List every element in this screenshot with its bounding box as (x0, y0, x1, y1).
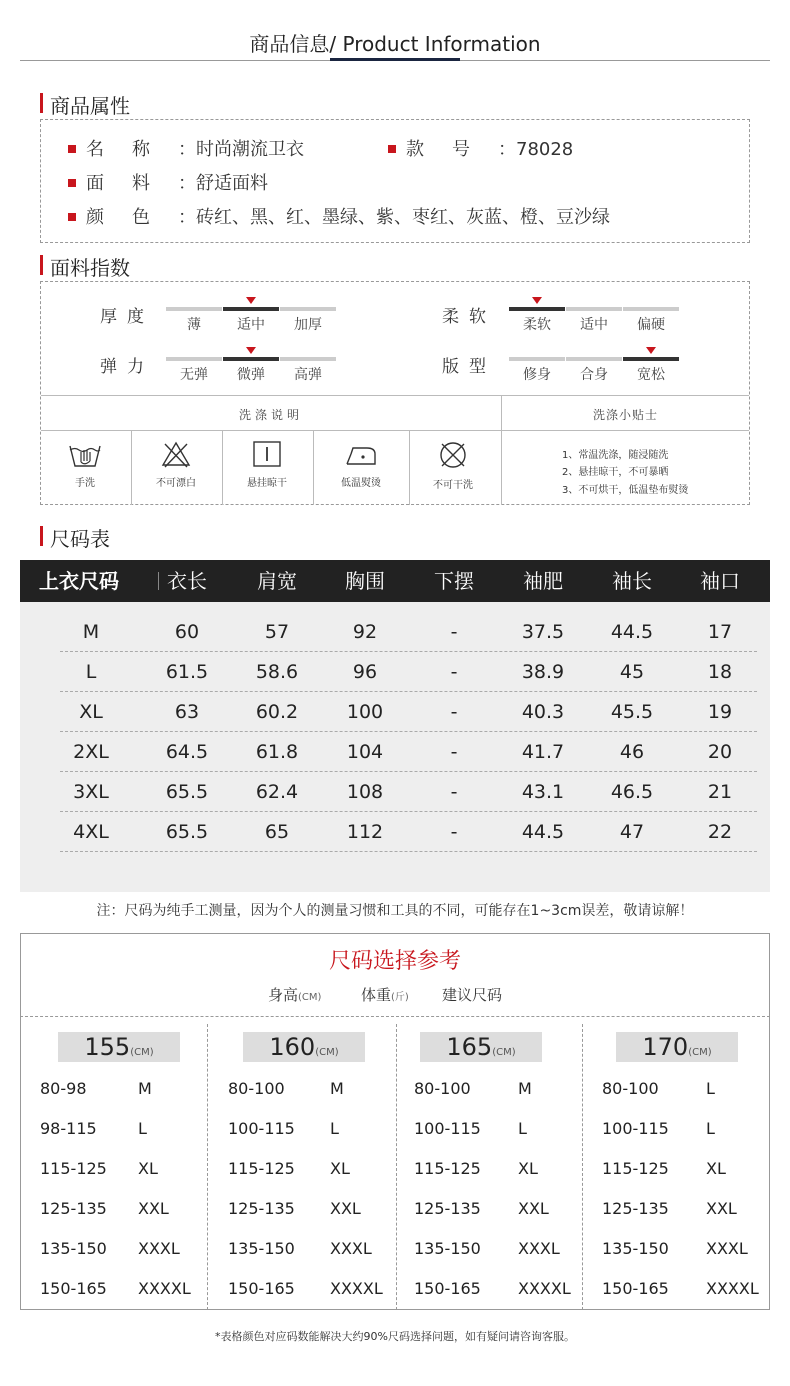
measure-cell: 44.5 (610, 621, 654, 643)
weight-range: 115-125 (602, 1159, 669, 1178)
measure-cell: 46 (619, 741, 645, 763)
hang-dry-icon (252, 440, 282, 468)
scale-segment (566, 357, 622, 361)
measure-cell: 65 (264, 821, 290, 843)
measure-cell: 61.8 (255, 741, 299, 763)
weight-range: 150-165 (40, 1279, 107, 1298)
scale-segment (223, 307, 279, 311)
suggested-size: XXXXL (518, 1279, 571, 1298)
height-unit: (CM) (130, 1047, 154, 1058)
size-cell: 2XL (73, 741, 109, 763)
weight-range: 115-125 (40, 1159, 107, 1178)
weight-range: 100-115 (228, 1119, 295, 1138)
measure-cell: - (450, 741, 458, 763)
measure-cell: 92 (352, 621, 378, 643)
height-pill (58, 1032, 180, 1062)
weight-range: 125-135 (40, 1199, 107, 1218)
weight-range: 125-135 (228, 1199, 295, 1218)
scale-segment (509, 307, 565, 311)
bullet-icon (68, 145, 76, 153)
suggested-size: M (518, 1079, 532, 1098)
col-header: 下摆 (434, 569, 474, 593)
scale-label-elasticity: 弹力 (100, 357, 154, 377)
suggested-size: L (518, 1119, 527, 1138)
table-row (20, 692, 770, 732)
measure-cell: 41.7 (521, 741, 565, 763)
height-unit: (CM) (492, 1047, 516, 1058)
scale-level-label: 合身 (580, 367, 608, 383)
table-row (20, 612, 770, 652)
scale-level-label: 修身 (523, 367, 551, 383)
scale-bar (166, 357, 337, 361)
measure-cell: 18 (707, 661, 733, 683)
row-divider (60, 851, 757, 852)
scale-bar (509, 357, 680, 361)
scale-segment (166, 357, 222, 361)
scale-bar (509, 307, 680, 311)
height-value: 155 (84, 1033, 131, 1061)
weight-range: 80-100 (602, 1079, 659, 1098)
footer-note: *表格颜色对应码数能解决大约90%尺码选择问题，如有疑问请咨询客服。 (215, 1330, 575, 1343)
col-header: 袖口 (700, 569, 740, 593)
suggested-size: XXL (706, 1199, 737, 1218)
wash-tip: 1、常温洗涤，随浸随洗 (562, 450, 669, 461)
bullet-icon (388, 145, 396, 153)
size-cell: L (85, 661, 97, 683)
measure-cell: - (450, 621, 458, 643)
weight-range: 150-165 (602, 1279, 669, 1298)
suggested-size: L (706, 1119, 715, 1138)
measure-cell: 47 (619, 821, 645, 843)
attr-material: 面料：舒适面料 (68, 169, 268, 195)
suggested-size: L (138, 1119, 147, 1138)
height-value: 160 (269, 1033, 316, 1061)
suggested-size: XXXL (706, 1239, 748, 1258)
scale-level-label: 偏硬 (637, 317, 665, 333)
attr-colors: 颜色：砖红、黑、红、墨绿、紫、枣红、灰蓝、橙、豆沙绿 (68, 203, 610, 229)
col-header: 袖长 (612, 569, 652, 593)
tips-heading: 洗涤小贴士 (592, 408, 658, 422)
fabric-heading: 面料指数 (40, 252, 130, 281)
suggested-size: XXL (518, 1199, 549, 1218)
measure-cell: 112 (346, 821, 384, 843)
weight-range: 80-100 (414, 1079, 471, 1098)
measure-cell: 62.4 (255, 781, 299, 803)
col-header: 衣长 (167, 569, 207, 593)
scale-segment (566, 307, 622, 311)
measure-cell: 46.5 (610, 781, 654, 803)
scale-label-softness: 柔软 (442, 307, 496, 327)
size-table-header (20, 560, 770, 602)
scale-level-label: 宽松 (637, 367, 665, 383)
scale-segment (166, 307, 222, 311)
scale-label-thickness: 厚度 (100, 307, 154, 327)
weight-range: 125-135 (602, 1199, 669, 1218)
group-divider (207, 1024, 208, 1310)
measure-cell: 61.5 (165, 661, 209, 683)
suggested-size: L (706, 1079, 715, 1098)
wash-no-dry-clean: 不可干洗 (408, 440, 498, 491)
suggested-size: XXL (330, 1199, 361, 1218)
measure-cell: 44.5 (521, 821, 565, 843)
wash-tip: 2、悬挂晾干，不可暴晒 (562, 467, 669, 478)
scale-level-label: 适中 (237, 317, 265, 333)
bullet-icon (68, 179, 76, 187)
size-reference-divider (20, 1016, 770, 1017)
suggested-size: XXXXL (330, 1279, 383, 1298)
suggested-size: XL (330, 1159, 350, 1178)
col-header: 胸围 (345, 569, 385, 593)
weight-range: 150-165 (414, 1279, 481, 1298)
selected-marker-icon (246, 297, 256, 304)
selected-marker-icon (246, 347, 256, 354)
header-accent-bar (330, 58, 460, 61)
measure-cell: 65.5 (165, 781, 209, 803)
group-divider (582, 1024, 583, 1310)
measure-cell: 96 (352, 661, 378, 683)
col-header: 袖肥 (523, 569, 563, 593)
suggested-size-label: 建议尺码 (442, 986, 503, 1004)
selected-marker-icon (646, 347, 656, 354)
measure-cell: 40.3 (521, 701, 565, 723)
measure-cell: - (450, 781, 458, 803)
selected-marker-icon (532, 297, 542, 304)
weight-range: 115-125 (228, 1159, 295, 1178)
measure-cell: 64.5 (165, 741, 209, 763)
measure-cell: 58.6 (255, 661, 299, 683)
group-divider (396, 1024, 397, 1310)
size-cell: XL (79, 701, 103, 723)
height-value: 170 (642, 1033, 689, 1061)
scale-level-label: 适中 (580, 317, 608, 333)
weight-range: 135-150 (602, 1239, 669, 1258)
height-value: 165 (446, 1033, 493, 1061)
col-header: 肩宽 (257, 569, 297, 593)
page-title: 商品信息/ Product Information (249, 32, 541, 56)
scale-segment (280, 307, 336, 311)
measure-cell: 38.9 (521, 661, 565, 683)
weight-range: 115-125 (414, 1159, 481, 1178)
page-header (0, 0, 790, 70)
attr-name: 名称：时尚潮流卫衣 (68, 135, 304, 161)
measure-cell: 45.5 (610, 701, 654, 723)
scale-level-label: 微弹 (237, 367, 265, 383)
table-row (20, 652, 770, 692)
measure-cell: - (450, 821, 458, 843)
scale-segment (509, 357, 565, 361)
weight-range: 150-165 (228, 1279, 295, 1298)
weight-range: 135-150 (40, 1239, 107, 1258)
weight-range: 100-115 (414, 1119, 481, 1138)
suggested-size: XXXXL (706, 1279, 759, 1298)
scale-segment (623, 307, 679, 311)
measure-cell: 60.2 (255, 701, 299, 723)
table-row (20, 772, 770, 812)
weight-range: 80-100 (228, 1079, 285, 1098)
measure-cell: 63 (174, 701, 200, 723)
bullet-icon (68, 213, 76, 221)
scale-level-label: 薄 (187, 317, 201, 333)
size-reference-title: 尺码选择参考 (328, 949, 461, 974)
wash-header-divider (41, 430, 749, 431)
weight-range: 135-150 (414, 1239, 481, 1258)
size-table-heading: 尺码表 (40, 523, 110, 552)
height-pill (616, 1032, 738, 1062)
wash-hang-dry: 悬挂晾干 (222, 440, 312, 489)
scale-level-label: 无弹 (180, 367, 208, 383)
scale-level-label: 高弹 (294, 367, 322, 383)
measure-cell: 65.5 (165, 821, 209, 843)
wash-heading: 洗涤说明 (238, 408, 303, 422)
suggested-size: M (138, 1079, 152, 1098)
wash-no-bleach: 不可漂白 (131, 440, 221, 489)
scale-level-label: 加厚 (294, 317, 322, 333)
wash-divider (41, 395, 749, 396)
measure-cell: 22 (707, 821, 733, 843)
measure-cell: 19 (707, 701, 733, 723)
weight-range: 125-135 (414, 1199, 481, 1218)
scale-label-fit: 版型 (442, 357, 496, 377)
col-header: 上衣尺码 (39, 569, 119, 593)
measure-cell: 43.1 (521, 781, 565, 803)
height-pill (420, 1032, 542, 1062)
weight-label: 体重(斤) (361, 986, 409, 1004)
weight-range: 135-150 (228, 1239, 295, 1258)
measure-cell: 45 (619, 661, 645, 683)
measure-cell: 21 (707, 781, 733, 803)
suggested-size: XXXXL (138, 1279, 191, 1298)
suggested-size: XL (518, 1159, 538, 1178)
scale-segment (623, 357, 679, 361)
measure-cell: 57 (264, 621, 290, 643)
measure-cell: 20 (707, 741, 733, 763)
low-iron-icon (343, 440, 379, 468)
height-pill (243, 1032, 365, 1062)
height-label: 身高(CM) (268, 986, 322, 1004)
suggested-size: XXXL (330, 1239, 372, 1258)
suggested-size: M (330, 1079, 344, 1098)
size-cell: 3XL (73, 781, 109, 803)
no-bleach-icon (160, 440, 192, 468)
hand-wash-icon (67, 440, 103, 468)
measure-cell: 60 (174, 621, 200, 643)
scale-bar (166, 307, 337, 311)
measure-cell: 37.5 (521, 621, 565, 643)
height-unit: (CM) (315, 1047, 339, 1058)
no-dry-clean-icon (437, 440, 469, 470)
wash-low-iron: 低温熨烫 (316, 440, 406, 489)
suggested-size: XXXL (518, 1239, 560, 1258)
wash-hand: 手洗 (40, 440, 130, 489)
suggested-size: XXXL (138, 1239, 180, 1258)
attr-style-no: 款号：78028 (388, 135, 573, 161)
measure-cell: - (450, 701, 458, 723)
attributes-heading: 商品属性 (40, 90, 130, 119)
measure-cell: 100 (346, 701, 384, 723)
suggested-size: XL (706, 1159, 726, 1178)
suggested-size: XXL (138, 1199, 169, 1218)
scale-segment (223, 357, 279, 361)
table-row (20, 812, 770, 852)
measure-cell: 108 (346, 781, 384, 803)
height-unit: (CM) (688, 1047, 712, 1058)
table-row (20, 732, 770, 772)
measure-cell: 17 (707, 621, 733, 643)
size-cell: M (82, 621, 100, 643)
wash-tip: 3、不可烘干，低温垫布熨烫 (562, 485, 689, 496)
scale-level-label: 柔软 (523, 317, 551, 333)
wash-col-divider (313, 430, 314, 505)
suggested-size: L (330, 1119, 339, 1138)
size-cell: 4XL (73, 821, 109, 843)
measure-cell: - (450, 661, 458, 683)
weight-range: 100-115 (602, 1119, 669, 1138)
scale-segment (280, 357, 336, 361)
weight-range: 80-98 (40, 1079, 87, 1098)
suggested-size: XL (138, 1159, 158, 1178)
size-note: 注：尺码为纯手工测量，因为个人的测量习惯和工具的不同，可能存在1~3cm误差，敬请谅解！ (96, 903, 694, 919)
measure-cell: 104 (346, 741, 384, 763)
weight-range: 98-115 (40, 1119, 97, 1138)
